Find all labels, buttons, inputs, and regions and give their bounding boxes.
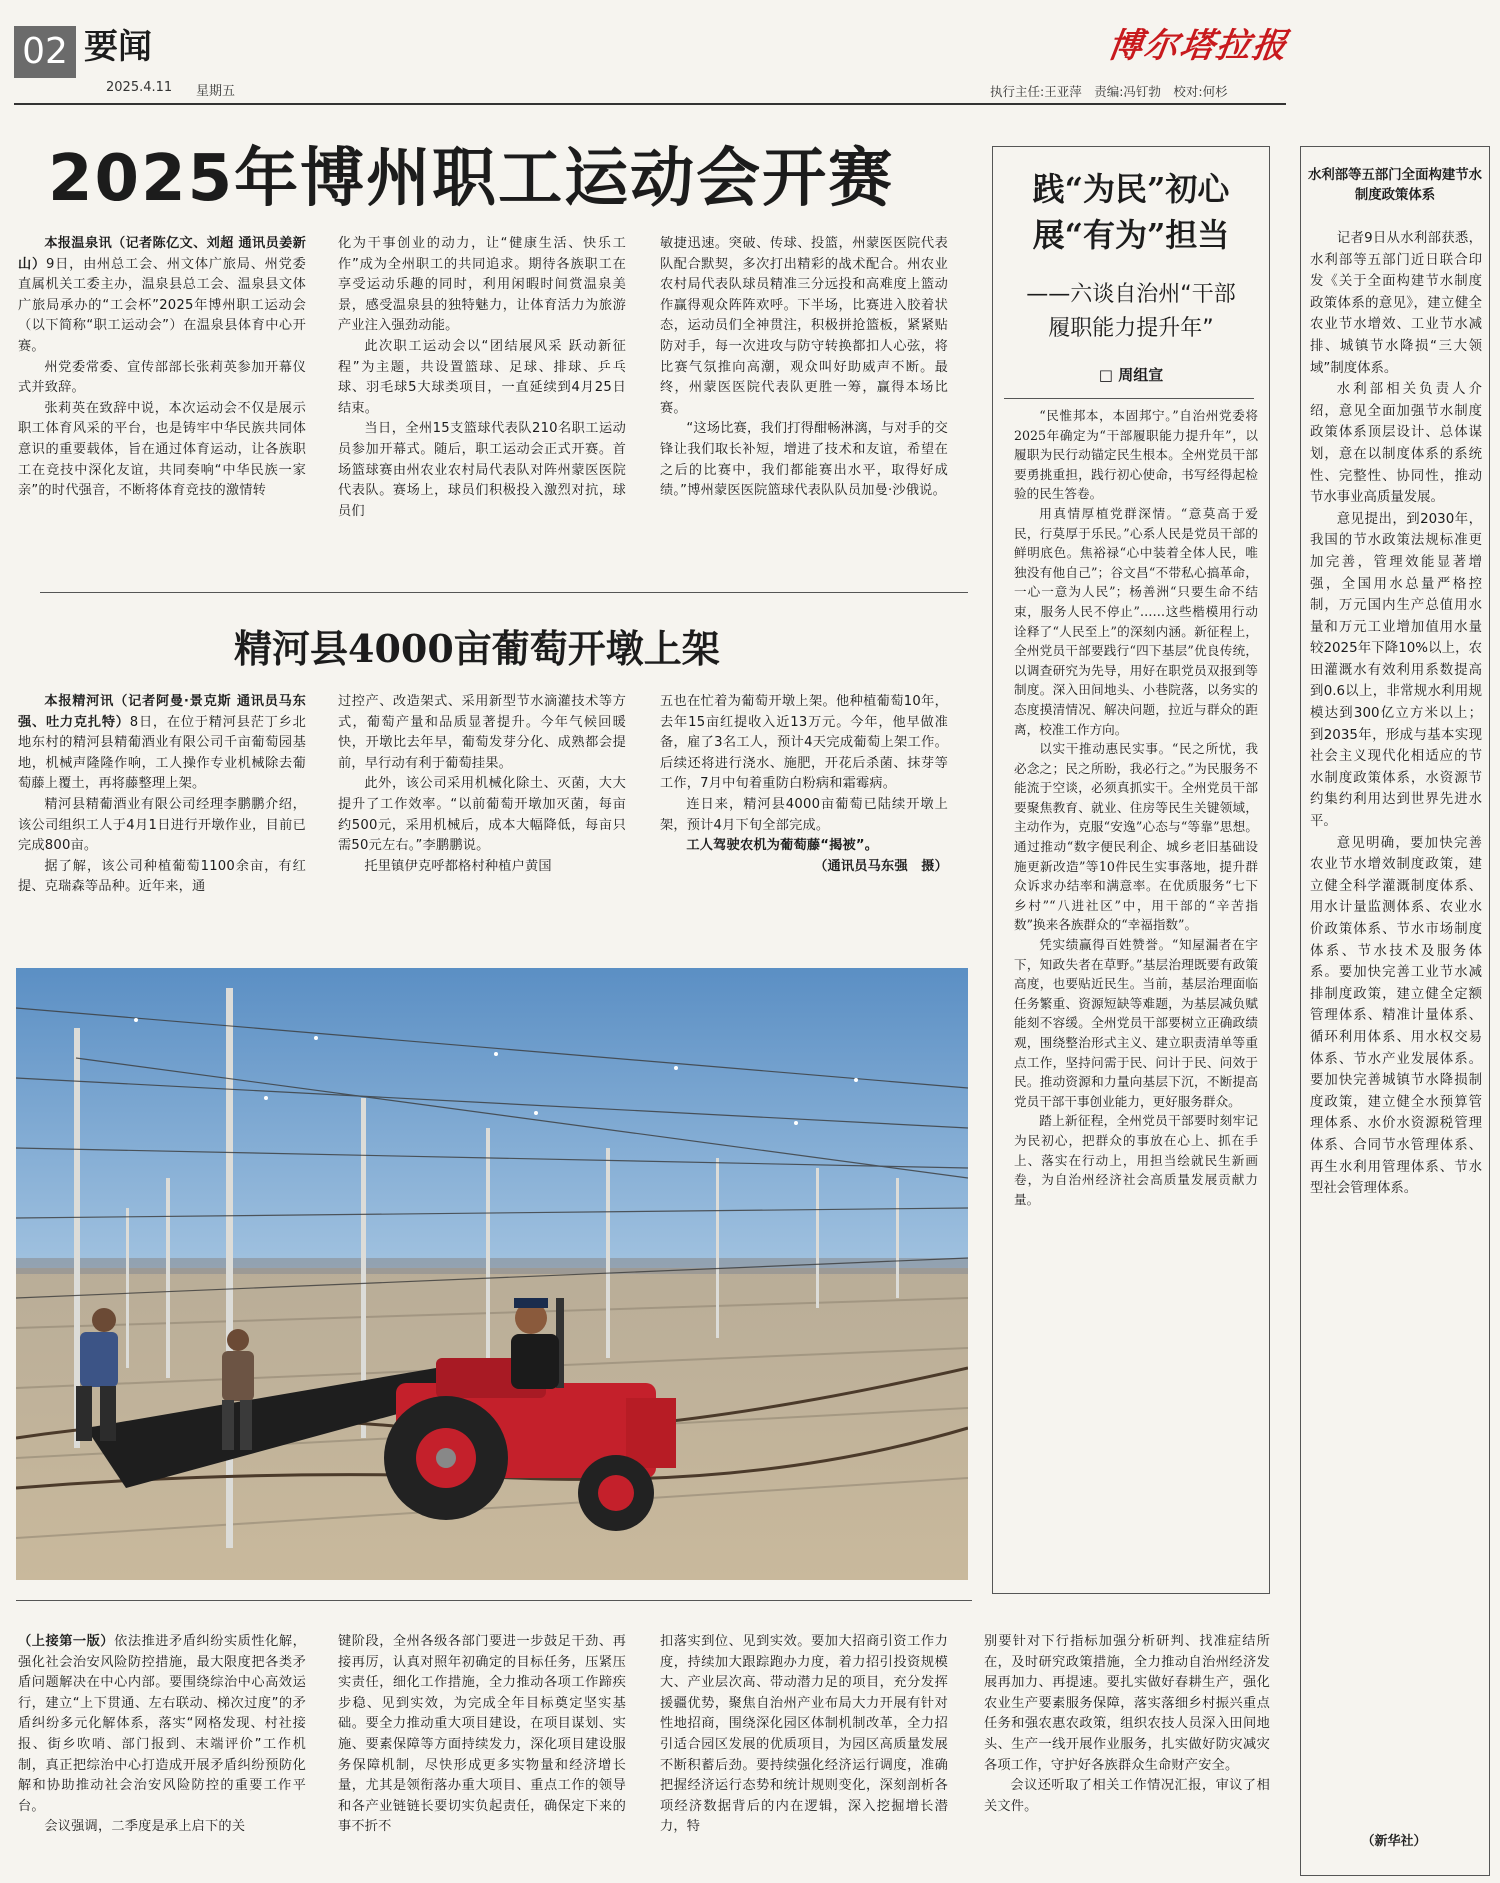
continuation-col4 [984,1632,1270,1817]
article2-paragraph: 托里镇伊克呼都格村种植户黄国 [364,858,552,874]
issue-weekday: 星期五 [196,84,236,99]
article1-paragraph: 9日，由州总工会、州文体广旅局、州党委直属机关工委主办，温泉县总工会、温泉县文体广旅局承办的“工会杯”2025年博州职工运动会（以下简称“职工运动会”）在温泉县体育中心开赛。 [18,256,306,354]
article2-dateline: 本报精河讯（记者阿曼·景克斯 通讯员马东强、吐力克扎特） [18,694,306,730]
continuation-divider [16,1600,972,1601]
commentary-divider [1004,398,1254,399]
issue-date: 2025.4.11 [106,80,173,95]
article2-col1 [18,692,306,898]
commentary-body [1014,406,1258,1209]
article2-paragraph: 过控产、改造架式、采用新型节水滴灌技术等方式，葡萄产量和品质显著提升。今年气候回暖快，开墩比去年早，葡萄发芽分化、成熟都会提前，早行动有利于葡萄挂果。 [338,694,626,771]
article2-paragraph: 8日，在位于精河县茫丁乡北地东村的精河县精葡酒业有限公司千亩葡萄园基地，机械声隆隆作响，工人操作专业机械除去葡萄藤上覆土，再将藤整理上架。 [18,714,306,792]
commentary-paragraph: 以实干推动惠民实事。“民之所忧，我必念之；民之所盼，我必行之。”为民服务不能流于空谈，必须真抓实干。全州党员干部要聚焦教育、就业、住房等民生关键领域，主动作为，克服“安逸”心态与“等靠”思想。通过推动“数字便民利企、城乡老旧基础设施更新改造”等10件民生实事落地，提升群众诉求办结率和满意率。在优质服务“七下乡村”“八进社区”中，用干部的“辛苦指数”换来各族群众的“幸福指数”。 [1014,741,1258,933]
commentary-paragraph: 踏上新征程，全州党员干部要时刻牢记为民初心，把群众的事放在心上、抓在手上、落实在行动上，用担当绘就民生新画卷，为自治州经济社会高质量发展贡献力量。 [1014,1113,1258,1207]
continuation-paragraph: 扣落实到位、见到实效。要加大招商引资工作力度，持续加大跟踪跑办力度，着力招引投资规模大、产业层次高、带动潜力足的项目，充分发挥援疆优势，聚焦自治州产业布局大力开展有针对性地招商，围绕深化园区体制机制改革，全力招引适合园区发展的优质项目，为园区高质量发展不断积蓄后劲。要持续强化经济运行调度，准确把握经济运行态势和统计规则变化，深刻剖析各项经济数据背后的内在逻辑，深入挖掘增长潜力，特 [660,1634,948,1835]
continuation-paragraph: 依法推进矛盾纠纷实质性化解，强化社会治安风险防控措施，最大限度把各类矛盾问题解决在中心内部。要围绕综治中心高效运行，建立“上下贯通、左右联动、梯次过度”的矛盾纠纷多元化解体系，落实“网格发现、村社接报、街乡吹哨、部门报到、末端评价”工作机制，真正把综治中心打造成开展矛盾纠纷预防化解和协助推动社会治安风险防控的重要工作平台。 [18,1634,306,1814]
commentary-title-line2: 展“有为”担当 [1032,216,1230,254]
commentary-paragraph: 用真情厚植党群深情。“意莫高于爱民，行莫厚于乐民。”心系人民是党员干部的鲜明底色。焦裕禄“心中装着全体人民，唯独没有他自己”；谷文昌“不带私心搞革命，一心一意为人民”；杨善洲“只要生命不结束，服务人民不停止”……这些楷模用行动诠释了“人民至上”的深刻内涵。新征程上，全州党员干部要践行“四下基层”优良传统，以调查研究为先导，用好在职党员双报到等制度。深入田间地头、小巷院落，以务实的态度摸清情况、解决问题，拉近与群众的距离，校准工作方向。 [1014,505,1258,737]
newspaper-logo: 博尔塔拉报 [1105,26,1291,66]
continuation-paragraph: 键阶段，全州各级各部门要进一步鼓足干劲、再接再厉，认真对照年初确定的目标任务，压紧压实责任，细化工作措施，全力推动各项工作蹄疾步稳、见到实效，为完成全年目标奠定坚实基础。要全力推动重大项目建设，在项目谋划、实施、要素保障等方面持续发力，深化项目建设服务保障机制，尽快形成更多实物量和经济增长量，尤其是领衔落办重大项目、重点工作的领导和各产业链链长要切实负起责任，确保定下来的事不折不 [338,1634,626,1835]
sidebar-title: 水利部等五部门全面构建节水制度政策体系 [1307,168,1483,203]
continuation-col3 [660,1632,948,1838]
commentary-author: □ 周组宣 [1098,366,1164,384]
article1-paragraph: 张莉英在致辞中说，本次运动会不仅是展示职工体育风采的平台，也是铸牢中华民族共同体意识的重要载体，旨在通过体育运动，让各族职工在竞技中深化友谊，共同奏响“中华民族一家亲”的时代强音，不断将体育竞技的激情转 [18,400,306,499]
article-divider [40,592,968,593]
article1-col3 [660,234,948,502]
article1-paragraph: 敏捷迅速。突破、传球、投篮，州蒙医医院代表队配合默契，多次打出精彩的战术配合。州农业农村局代表队球员精准三分远投和高难度上篮动作赢得观众阵阵欢呼。下半场，比赛进入胶着状态，运动员们全神贯注，积极拼抢篮板，紧紧贴防对手，每一次进攻与防守转换都扣人心弦，将比赛气氛推向高潮，观众叫好助威声不断。最终，州蒙医医院代表队更胜一筹，赢得本场比赛。 [660,236,948,416]
article1-dateline: 本报温泉讯（记者陈亿文、刘超 通讯员姜新山） [18,236,306,272]
continuation-paragraph: 会议还听取了相关工作情况汇报，审议了相关文件。 [984,1778,1270,1814]
article2-paragraph: 连日来，精河县4000亩葡萄已陆续开墩上架，预计4月下旬全部完成。 [660,796,948,833]
article2-headline: 精河县4000亩葡萄开墩上架 [234,626,720,671]
article1-paragraph: 当日，全州15支篮球代表队210名职工运动员参加开幕式。随后，职工运动会正式开赛。首场篮球赛由州农业农村局代表队对阵州蒙医医院代表队。赛场上，球员们积极投入激烈对抗，球员们 [338,421,626,519]
article2-col3 [660,692,948,877]
continuation-lead: （上接第一版） [18,1634,115,1649]
continuation-col2 [338,1632,626,1838]
continuation-paragraph: 会议强调，二季度是承上启下的关 [44,1819,246,1835]
sidebar-body [1310,228,1482,1200]
article1-col1 [18,234,306,502]
photo-credit: （通讯员马东强 摄） [814,858,948,874]
sidebar-source: （新华社） [1361,1834,1427,1849]
continuation-paragraph: 别要针对下行指标加强分析研判、找准症结所在，及时研究政策措施，全力推动自治州经济发展再加力、再提速。要扎实做好春耕生产，强化农业生产要素服务保障，落实落细乡村振兴重点任务和强农惠农政策，组织农技人员深入田间地头、生产一线开展作业服务，扎实做好防灾减灾各项工作，守护好各族群众生命财产安全。 [984,1634,1270,1773]
article1-paragraph: 州党委常委、宣传部部长张莉英参加开幕仪式并致辞。 [18,359,306,396]
commentary-subtitle-line2: 履职能力提升年” [1048,316,1214,341]
article2-paragraph: 五也在忙着为葡萄开墩上架。他种植葡萄10年，去年15亩红提收入近13万元。今年，他早做准备，雇了3名工人，预计4天完成葡萄上架工作。后续还将进行浇水、施肥，开花后杀菌、抹芽等工作，7月中旬着重防白粉病和霜霉病。 [660,694,948,792]
commentary-paragraph: “民惟邦本，本固邦宁。”自治州党委将2025年确定为“干部履职能力提升年”，以履职为民行动锚定民生根本。全州党员干部要勇挑重担，践行初心使命，书写经得起检验的民生答卷。 [1014,408,1258,502]
vineyard-tractor-photo [16,968,968,1580]
article1-paragraph: “这场比赛，我们打得酣畅淋漓，与对手的交锋让我们取长补短，增进了技术和友谊，希望在之后的比赛中，我们都能赛出水平，取得好成绩。”博州蒙医医院篮球代表队队员加曼·沙俄说。 [660,421,948,499]
sidebar-paragraph: 意见明确，要加快完善农业节水增效制度政策，建立健全科学灌溉制度体系、用水计量监测体系、农业水价政策体系、节水市场制度体系、节水技术及服务体系。要加快完善工业节水减排制度政策，建立健全定额管理体系、精准计量体系、循环利用体系、用水权交易体系、节水产业发展体系。要加快完善城镇节水降损制度政策，建立健全水预算管理体系、水价水资源税管理体系、合同节水管理体系、再生水利用管理体系、节水型社会管理体系。 [1310,835,1482,1197]
sidebar-paragraph: 水利部相关负责人介绍，意见全面加强节水制度政策体系顶层设计、总体谋划，意在以制度体系的系统性、完整性、协同性，推动节水事业高质量发展。 [1310,382,1482,506]
photo-caption: 工人驾驶农机为葡萄藤“揭被”。 [686,838,879,854]
article1-headline: 2025年博州职工运动会开赛 [48,142,895,216]
section-title: 要闻 [84,27,152,67]
editor-credits: 执行主任:王亚萍 责编:冯钉勃 校对:何杉 [990,84,1228,99]
commentary-subtitle-line1: ——六谈自治州“干部 [1026,282,1236,307]
commentary-paragraph: 凭实绩赢得百姓赞誉。“知屋漏者在宇下，知政失者在草野。”基层治理既要有政策高度，也要贴近民生。当前，基层治理面临任务繁重、资源短缺等难题，为基层减负赋能刻不容缓。全州党员干部要树立正确政绩观，围绕整治形式主义、建立职责清单等重点工作，坚持问需于民、问计于民、问效于民。推动资源和力量向基层下沉，不断提高党员干部干事创业能力，更好服务群众。 [1014,937,1258,1109]
commentary-title-line1: 践“为民”初心 [1032,170,1230,208]
article2-paragraph: 据了解，该公司种植葡萄1100余亩，有红提、克瑞森等品种。近年来，通 [18,858,306,895]
article1-paragraph: 此次职工运动会以“团结展风采 跃动新征程”为主题，共设置篮球、足球、排球、乒乓球、羽毛球5大球类项目，一直延续到4月25日结束。 [338,338,626,416]
article2-paragraph: 精河县精葡酒业有限公司经理李鹏鹏介绍，该公司组织工人于4月1日进行开墩作业，目前已完成800亩。 [18,796,306,854]
article2-paragraph: 此外，该公司采用机械化除土、灭菌，大大提升了工作效率。“以前葡萄开墩加灭菌，每亩约500元，采用机械后，成本大幅降低，每亩只需50元左右。”李鹏鹏说。 [338,776,626,854]
header-divider [14,103,1286,105]
page-number: 02 [14,26,76,78]
sidebar-paragraph: 记者9日从水利部获悉，水利部等五部门近日联合印发《关于全面构建节水制度政策体系的意见》，建立健全农业节水增效、工业节水减排、城镇节水降损“三大领域”制度体系。 [1310,231,1482,376]
sidebar-paragraph: 意见提出，到2030年，我国的节水政策法规标准更加完善，管理效能显著增强，全国用水总量严格控制，万元国内生产总值用水量和万元工业增加值用水量较2025年下降10%以上，农田灌溉水有效利用系数提高到0.6以上，非常规水利用规模达到300亿立方米以上；到2035年，形成与基本实现社会主义现代化相适应的节水制度政策体系，水资源节约集约利用达到世界先进水平。 [1310,511,1482,830]
article2-col2 [338,692,626,877]
article1-paragraph: 化为干事创业的动力，让“健康生活、快乐工作”成为全州职工的共同追求。期待各族职工在享受运动乐趣的同时，利用闲暇时间赏温泉美景，感受温泉县的独特魅力，让体育活力为旅游产业注入强劲动能。 [338,236,626,334]
continuation-col1 [18,1632,306,1838]
article1-col2 [338,234,626,522]
